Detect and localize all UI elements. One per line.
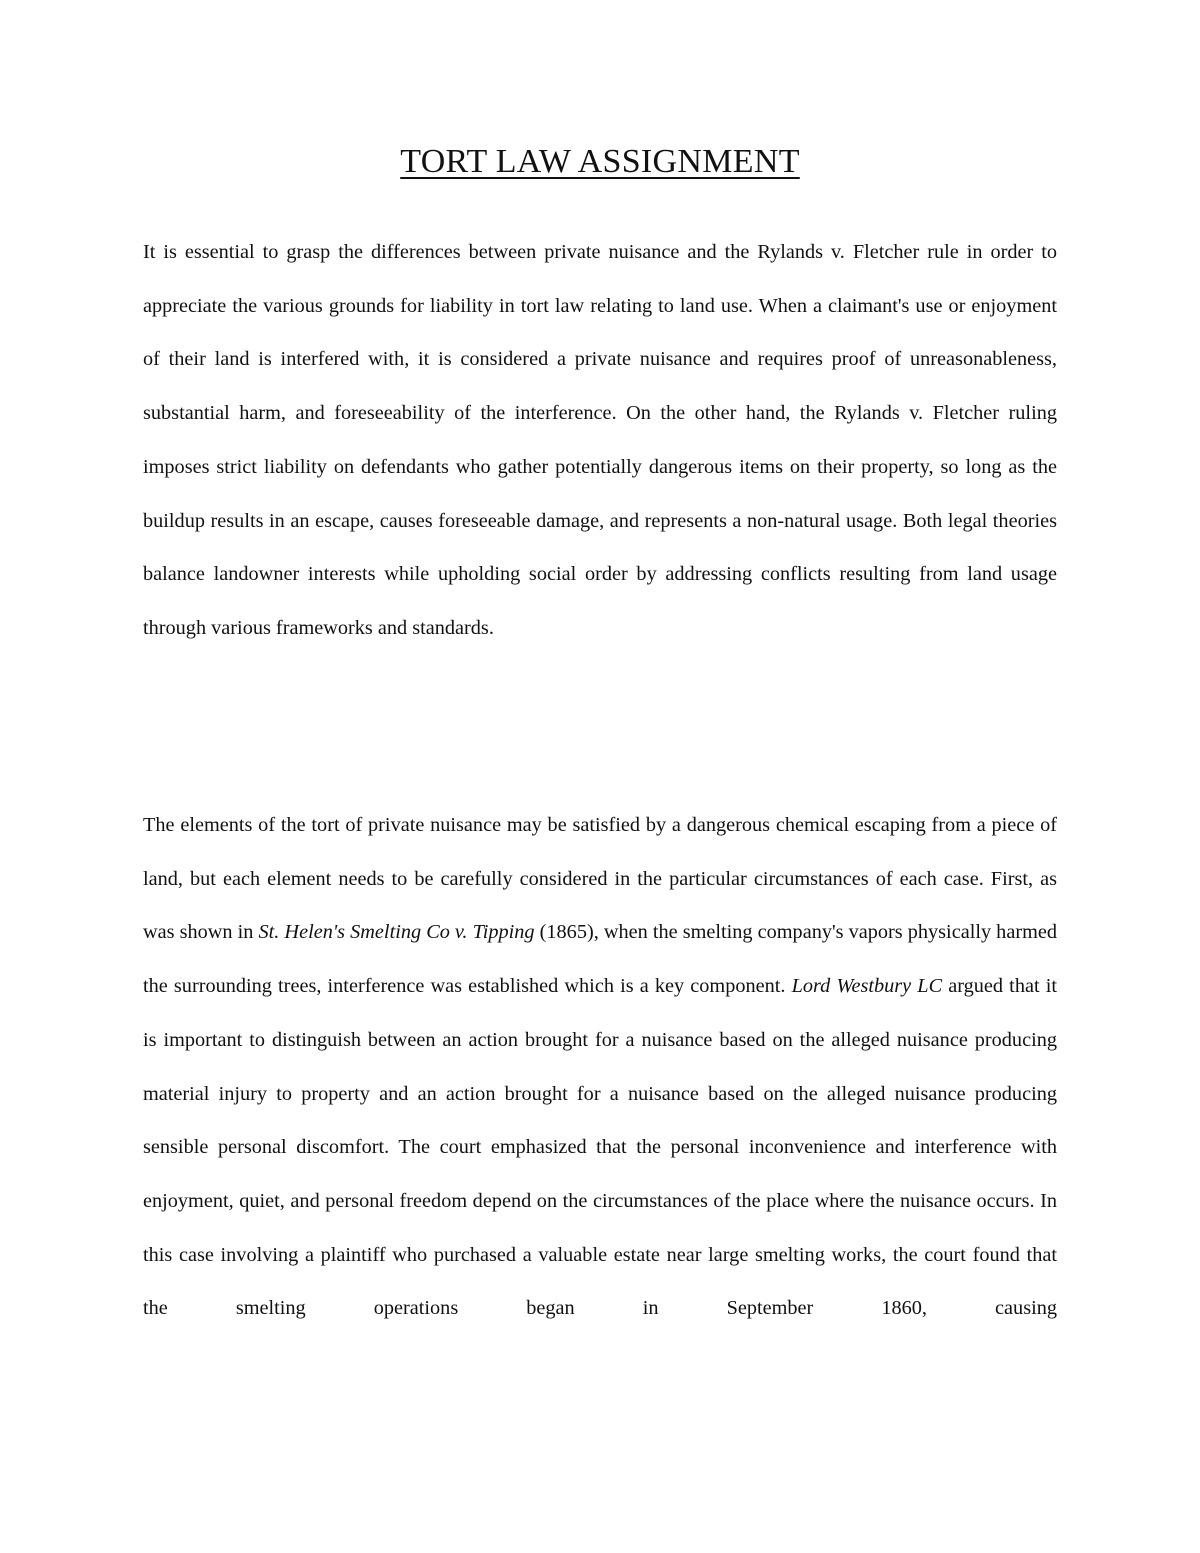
paragraph-private-nuisance-elements bbox=[143, 799, 1057, 1336]
paragraph-text-part-1: The elements of the tort of private nuisance may be satisfied by a dangerous chemical escaping from a piece of land, but each element needs to be carefully considered in the particular circumstances of each case. First, as was shown in bbox=[143, 814, 1057, 944]
judge-name: Lord Westbury LC bbox=[791, 975, 943, 998]
paragraph-introduction: It is essential to grasp the differences between private nuisance and the Rylands v. Fletcher rule in order to appreciate the various grounds for liability in tort law relating to land use. When a claimant's use or enjoyment of their land is interfered with, it is considered a private nuisance and requires proof of unreasonableness, substantial harm, and foreseeability of the interference. On the other hand, the Rylands v. Fletcher ruling imposes strict liability on defendants who gather potentially dangerous items on their property, so long as the buildup results in an escape, causes foreseeable damage, and represents a non-natural usage. Both legal theories balance landowner interests while upholding social order by addressing conflicts resulting from land usage through various frameworks and standards. bbox=[143, 241, 1057, 639]
case-citation: St. Helen's Smelting Co v. Tipping bbox=[258, 921, 535, 944]
paragraph-text-part-2: (1865), when the smelting company's vapors physically harmed the surrounding trees, interference was established which is a key component. bbox=[143, 921, 1057, 998]
document-title: TORT LAW ASSIGNMENT bbox=[400, 143, 800, 180]
paragraph-text-part-3: argued that it is important to distinguish between an action brought for a nuisance based on the alleged nuisance producing material injury to property and an action brought for a nuisance based on the alleged nuisance producing sensible personal discomfort. The court emphasized that the personal inconvenience and interference with enjoyment, quiet, and personal freedom depend on the circumstances of the place where the nuisance occurs. In this case involving a plaintiff who purchased a valuable estate near large smelting works, the court found that the smelting operations began in September 1860, causing bbox=[143, 975, 1057, 1320]
